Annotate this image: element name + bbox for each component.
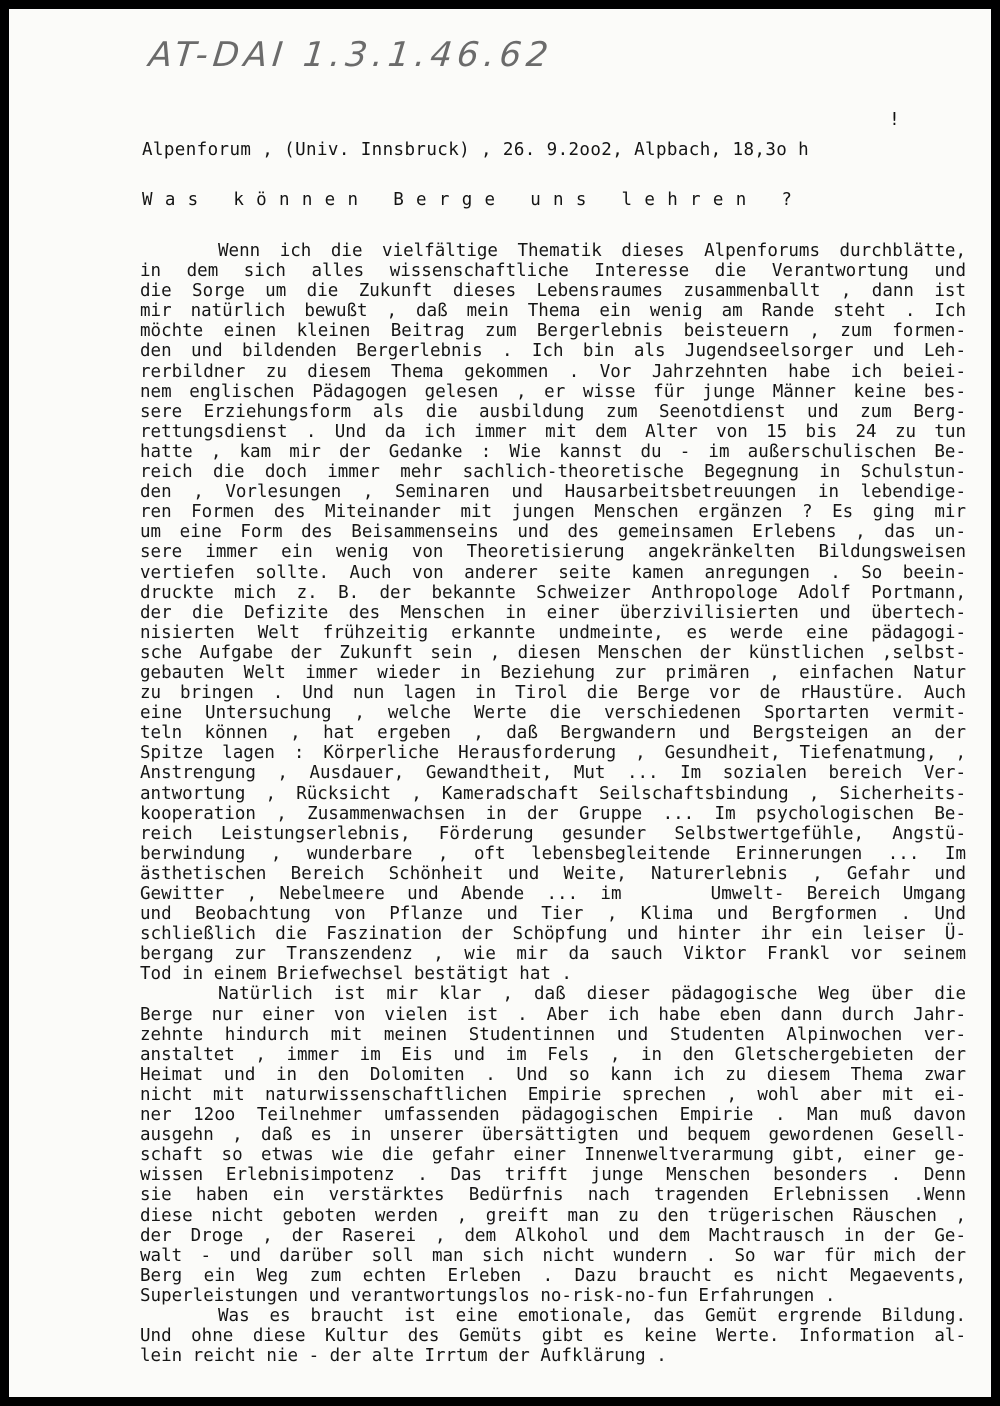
text-line: vertiefen sollte. Auch von anderer seite kamen anregungen . So beein- <box>140 562 966 583</box>
text-line: teln können , hat ergeben , daß Bergwandern und Bergsteigen an der <box>140 723 966 744</box>
text-line: berwindung , wunderbare , oft lebensbegleitende Erinnerungen ... Im <box>140 843 966 864</box>
text-line: nem englischen Pädagogen gelesen , er wisse für junge Männer keine bes- <box>140 381 966 402</box>
text-line: den und bildenden Bergerlebnis . Ich bin als Jugendseelsorger und Leh- <box>140 341 966 362</box>
text-line: rerbildner zu diesem Thema gekommen . Vor Jahrzehnten habe ich beiei- <box>140 361 966 382</box>
text-line: nicht mit naturwissenschaftlichen Empirie sprechen , wohl aber mit ei- <box>140 1084 966 1105</box>
text-line: der die Defizite des Menschen in einer überzivilisierten und übertech- <box>140 602 966 623</box>
text-line: Natürlich ist mir klar , daß dieser pädagogische Weg über die <box>218 984 966 1005</box>
text-line: diese nicht geboten werden , greift man zu den trügerischen Räuschen , <box>140 1205 966 1226</box>
text-line: Tod in einem Briefwechsel bestätigt hat . <box>140 964 572 985</box>
text-line: zu bringen . Und nun lagen in Tirol die Berge vor de rHaustüre. Auch <box>140 683 966 704</box>
text-line: um eine Form des Beisammenseins und des gemeinsamen Erlebens , das un- <box>140 522 966 543</box>
text-line: rettungsdienst . Und da ich immer mit dem Alter von 15 bis 24 zu tun <box>140 421 966 442</box>
document-header: Alpenforum , (Univ. Innsbruck) , 26. 9.2oo2, Alpbach, 18,3o h <box>142 140 810 160</box>
text-line: Gewitter , Nebelmeere und Abende ... im Umwelt- Bereich Umgang <box>140 884 966 904</box>
text-line: wissen Erlebnisimpotenz . Das trifft junge Menschen besonders . Denn <box>140 1165 966 1186</box>
text-line: ästhetischen Bereich Schönheit und Weite, Naturerlebnis , Gefahr und <box>140 863 966 884</box>
archive-signature: AT-DAI 1.3.1.46.62 <box>146 35 556 75</box>
document-page <box>9 9 991 1397</box>
text-line: sere immer ein wenig von Theoretisierung angekränkelten Bildungsweisen <box>140 542 966 563</box>
text-line: Was es braucht ist eine emotionale, das Gemüt ergrende Bildung. <box>218 1305 966 1326</box>
text-line: druckte mich z. B. der bekannte Schweizer Anthropologe Adolf Portmann, <box>140 582 966 603</box>
text-line: Berg ein Weg zum echten Erleben . Dazu braucht es nicht Megaevents, <box>140 1265 966 1286</box>
text-line: gebauten Welt immer wieder in Beziehung zur primären , einfachen Natur <box>140 662 966 683</box>
text-line: möchte einen kleinen Beitrag zum Bergerlebnis beisteuern , zum formen- <box>140 321 966 342</box>
text-line: mir natürlich bewußt , daß mein Thema ein wenig am Rande steht . Ich <box>140 301 966 322</box>
text-line: reich die doch immer mehr sachlich-theoretische Begegnung in Schulstun- <box>140 462 966 483</box>
text-line: schaft so etwas wie die gefahr einer Innenweltverarmung gibt, einer ge- <box>140 1145 966 1166</box>
text-line: Und ohne diese Kultur des Gemüts gibt es keine Werte. Information al- <box>140 1326 966 1347</box>
text-line: schließlich die Faszination der Schöpfung und hinter ihr ein leiser Ü- <box>140 924 966 945</box>
text-line: der Droge , der Raserei , dem Alkohol und dem Machtrausch in der Ge- <box>140 1225 966 1246</box>
text-line: anstaltet , immer im Eis und im Fels , in den Gletschergebieten der <box>140 1044 966 1065</box>
text-line: die Sorge um die Zukunft dieses Lebensraumes zusammenballt , dann ist <box>140 281 966 302</box>
text-line: bergang zur Transzendenz , wie mir da sauch Viktor Frankl vor seinem <box>140 944 966 965</box>
text-line: Heimat und in den Dolomiten . Und so kann ich zu diesem Thema zwar <box>140 1064 966 1085</box>
document-title: Was können Berge uns lehren ? <box>142 190 805 210</box>
text-line: und Beobachtung von Pflanze und Tier , Klima und Bergformen . Und <box>140 904 966 925</box>
text-line: lein reicht nie - der alte Irrtum der Aufklärung . <box>140 1346 667 1367</box>
text-line: sie haben ein verstärktes Bedürfnis nach tragenden Erlebnissen .Wenn <box>140 1185 966 1206</box>
text-line: sche Aufgabe der Zukunft sein , diesen Menschen der künstlichen ,selbst- <box>140 642 966 663</box>
text-line: Anstrengung , Ausdauer, Gewandtheit, Mut ... Im sozialen bereich Ver- <box>140 763 966 784</box>
text-line: Spitze lagen : Körperliche Herausforderung , Gesundheit, Tiefenatmung, , <box>140 743 966 764</box>
margin-mark: ! <box>889 109 900 130</box>
text-line: hatte , kam mir der Gedanke : Wie kannst du - im außerschulischen Be- <box>140 441 966 462</box>
text-line: zehnte hindurch mit meinen Studentinnen und Studenten Alpinwochen ver- <box>140 1024 966 1045</box>
text-line: ner 12oo Teilnehmer umfassenden pädagogischen Empirie . Man muß davon <box>140 1105 966 1126</box>
text-line: in dem sich alles wissenschaftliche Interesse die Verantwortung und <box>140 261 966 282</box>
text-line: Superleistungen und verantwortungslos no-risk-no-fun Erfahrungen . <box>140 1285 836 1306</box>
text-line: Wenn ich die vielfältige Thematik dieses Alpenforums durchblätte, <box>218 241 966 261</box>
text-line: sere Erziehungsform als die ausbildung zum Seenotdienst und zum Berg- <box>140 401 966 422</box>
text-line: walt - und darüber soll man sich nicht wundern . So war für mich der <box>140 1245 966 1266</box>
text-line: nisierten Welt frühzeitig erkannte undmeinte, es werde eine pädagogi- <box>140 622 966 643</box>
text-line: kooperation , Zusammenwachsen in der Gruppe ... Im psychologischen Be- <box>140 803 966 824</box>
text-line: ausgehn , daß es in unserer übersättigten und bequem gewordenen Gesell- <box>140 1125 966 1146</box>
text-line: Berge nur einer von vielen ist . Aber ich habe eben dann durch Jahr- <box>140 1004 966 1025</box>
text-line: den , Vorlesungen , Seminaren und Hausarbeitsbetreuungen in lebendige- <box>140 482 966 503</box>
text-line: reich Leistungserlebnis, Förderung gesunder Selbstwertgefühle, Angstü- <box>140 823 966 844</box>
text-line: eine Untersuchung , welche Werte die verschiedenen Sportarten vermit- <box>140 703 966 724</box>
body-text <box>140 241 980 1366</box>
text-line: antwortung , Rücksicht , Kameradschaft Seilschaftsbindung , Sicherheits- <box>140 783 966 804</box>
text-line: ren Formen des Miteinander mit jungen Menschen ergänzen ? Es ging mir <box>140 502 966 523</box>
